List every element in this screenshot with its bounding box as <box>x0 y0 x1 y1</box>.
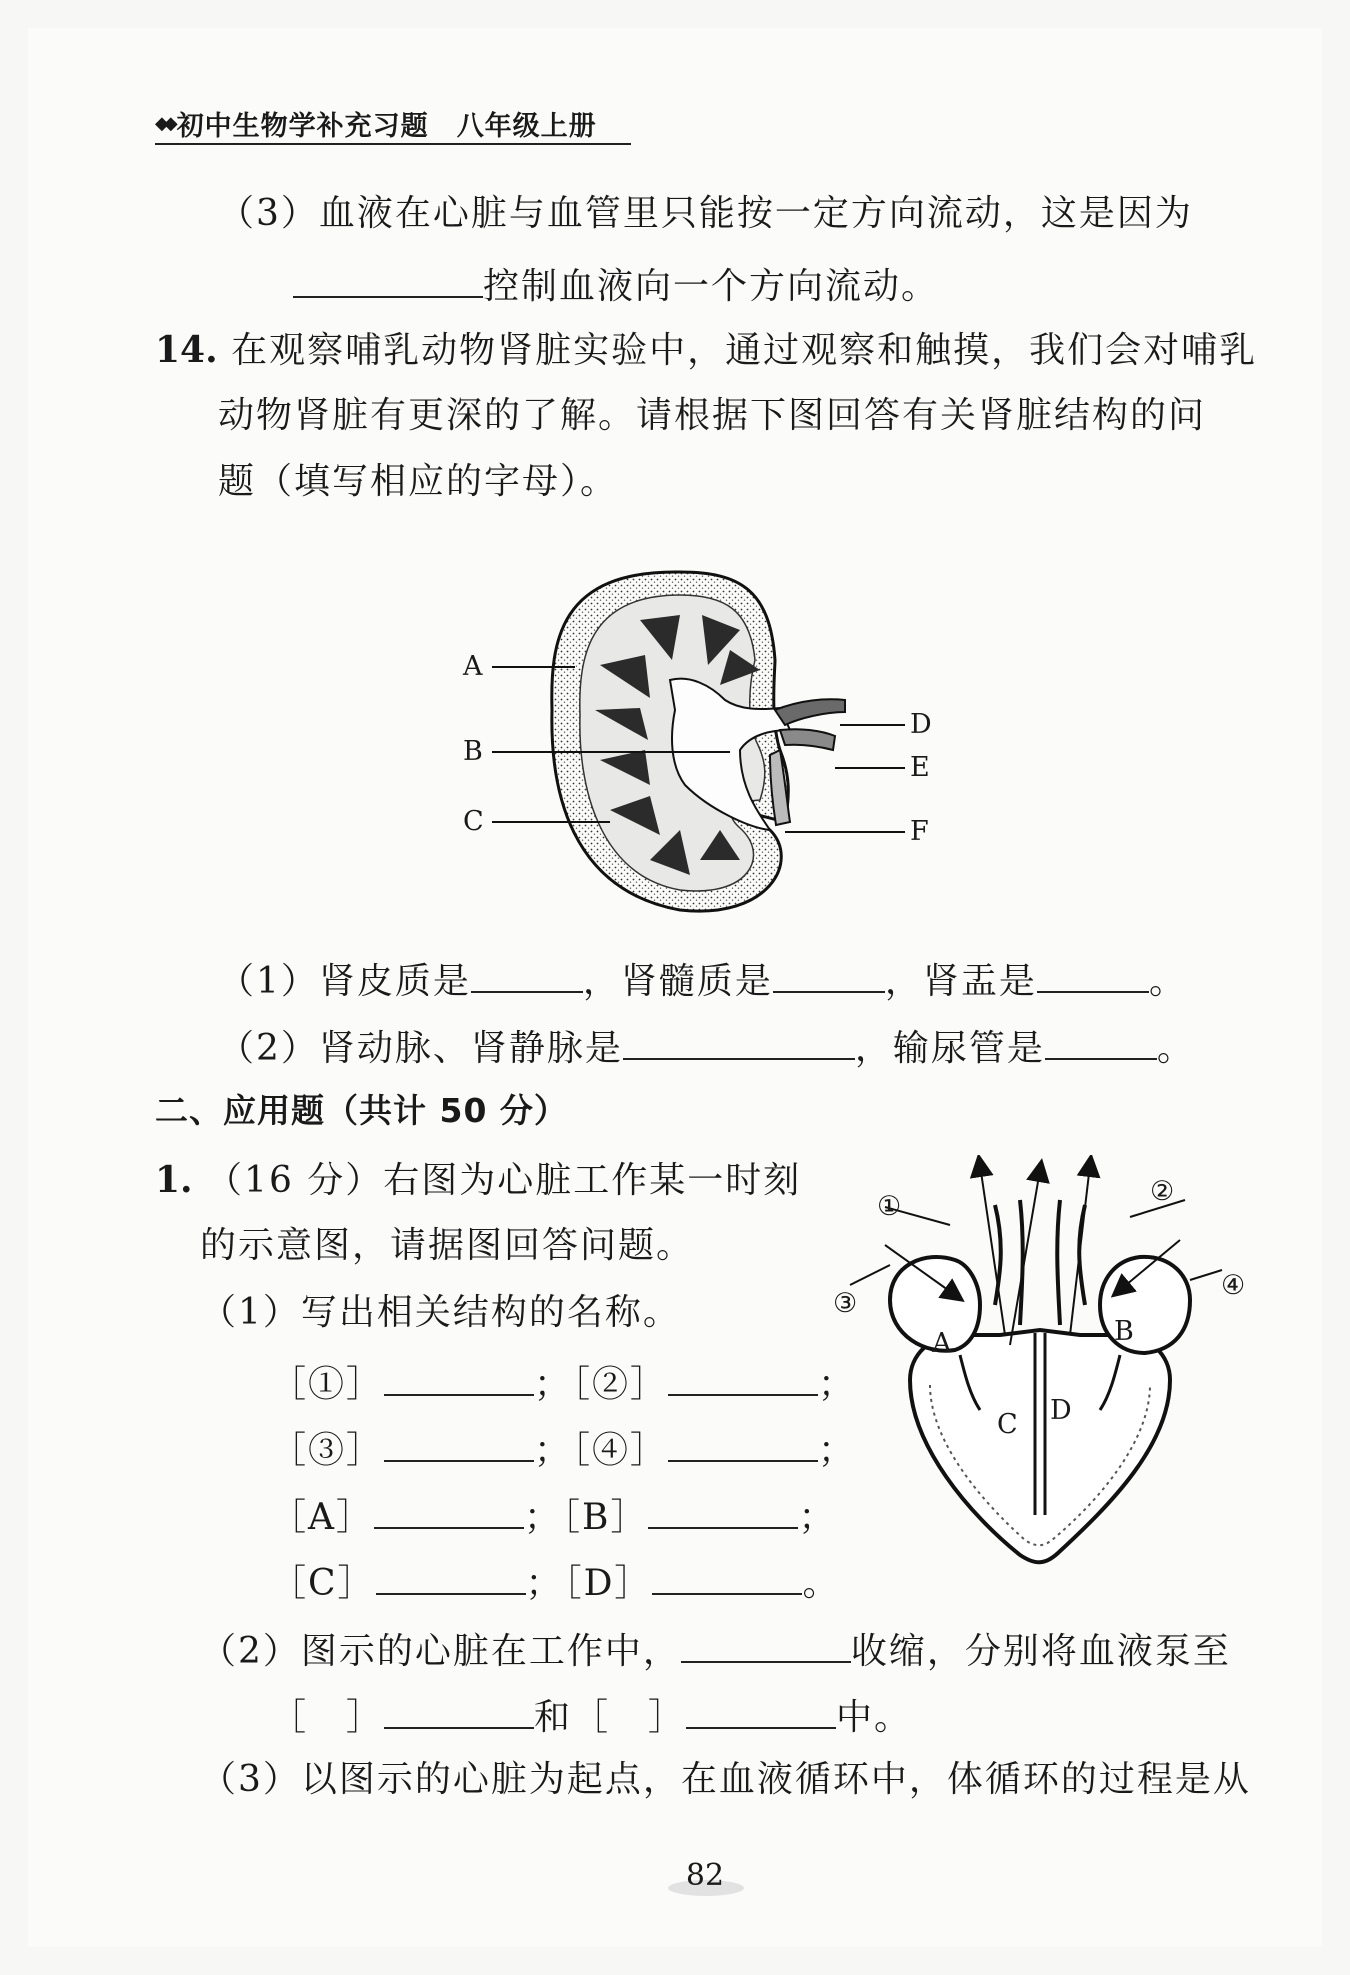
q14-line3: 题（填写相应的字母）。 <box>218 461 619 502</box>
q14-part1-mid2: ，肾盂是 <box>884 961 1037 1002</box>
q1-part1-title: （1）写出相关结构的名称。 <box>200 1292 681 1333</box>
kidney-label-e: E <box>910 752 930 783</box>
label-a: ［A］ <box>270 1497 374 1538</box>
q13-part3-suffix: 控制血液向一个方向流动。 <box>483 266 940 307</box>
q1-row-1 <box>270 1358 856 1407</box>
q1-line2: 的示意图，请据图回答问题。 <box>200 1225 695 1266</box>
label-2: ［②］ <box>572 1364 669 1405</box>
row-end: ； <box>818 1430 857 1471</box>
q1-part2-line1 <box>200 1625 1231 1674</box>
book-title: 初中生物学补充习题 <box>176 111 429 142</box>
q14-part2-prefix: （2）肾动脉、肾静脉是 <box>218 1028 623 1069</box>
bracket-blank-2[interactable]: ［ ］ <box>572 1697 687 1738</box>
answer-blank[interactable] <box>384 1691 534 1729</box>
answer-blank[interactable] <box>668 1358 818 1396</box>
q14-text1: 在观察哺乳动物肾脏实验中，通过观察和触摸，我们会对哺乳 <box>231 330 1258 371</box>
row-end: ； <box>818 1364 857 1405</box>
label-b: ［B］ <box>562 1497 649 1538</box>
q1-line1 <box>155 1158 801 1203</box>
answer-blank[interactable] <box>293 260 483 298</box>
q14-part2-end: 。 <box>1156 1028 1195 1069</box>
heart-label-2: ② <box>1150 1176 1175 1207</box>
answer-blank[interactable] <box>1045 1022 1157 1060</box>
q13-part3-line2 <box>293 260 939 309</box>
row-end: ； <box>798 1497 837 1538</box>
separator: ； <box>534 1364 573 1405</box>
label-d: ［D］ <box>563 1563 653 1604</box>
answer-blank[interactable] <box>773 955 885 993</box>
kidney-label-a: A <box>463 651 483 682</box>
heart-label-3: ③ <box>833 1288 858 1319</box>
answer-blank[interactable] <box>652 1557 802 1595</box>
row-end: 。 <box>802 1563 841 1604</box>
grade-label: 八年级上册 <box>456 111 597 142</box>
answer-blank[interactable] <box>1037 955 1149 993</box>
q1-row-3 <box>270 1491 837 1540</box>
answer-blank[interactable] <box>681 1625 851 1663</box>
heart-label-a: A <box>932 1328 952 1359</box>
q1-part2-mid: 收缩，分别将血液泵至 <box>850 1631 1231 1672</box>
heart-label-c: C <box>997 1409 1018 1440</box>
label-3: ［③］ <box>270 1430 385 1471</box>
q1-part2-line2 <box>270 1691 912 1740</box>
q14-part1 <box>218 955 1187 1004</box>
question-number: 1. <box>155 1159 193 1201</box>
label-c: ［C］ <box>270 1563 376 1604</box>
q14-part1-end: 。 <box>1148 961 1187 1002</box>
running-header <box>155 104 597 143</box>
diamond-icon: ◆◆ <box>155 113 173 134</box>
q14-part2 <box>218 1022 1195 1071</box>
kidney-label-d: D <box>910 709 932 740</box>
question-number: 14. <box>155 329 218 371</box>
answer-blank[interactable] <box>376 1557 526 1595</box>
answer-blank[interactable] <box>668 1424 818 1462</box>
label-1: ［①］ <box>270 1364 385 1405</box>
page-number: 82 <box>685 1858 725 1893</box>
q13-part3-line1: （3）血液在心脏与血管里只能按一定方向流动，这是因为 <box>218 193 1193 234</box>
q1-row-2 <box>270 1424 856 1473</box>
answer-blank[interactable] <box>471 955 583 993</box>
heart-label-1: ① <box>877 1191 902 1222</box>
q14-line1 <box>155 328 1257 373</box>
answer-blank[interactable] <box>384 1424 534 1462</box>
answer-blank[interactable] <box>374 1491 524 1529</box>
separator: ； <box>524 1497 563 1538</box>
q1-part3: （3）以图示的心脏为起点，在血液循环中，体循环的过程是从 <box>200 1759 1251 1800</box>
q1-part2-and: 和 <box>534 1697 573 1738</box>
answer-blank[interactable] <box>648 1491 798 1529</box>
heart-label-d: D <box>1050 1395 1072 1426</box>
kidney-label-b: B <box>463 736 483 767</box>
answer-blank[interactable] <box>384 1358 534 1396</box>
separator: ； <box>525 1563 564 1604</box>
heart-label-4: ④ <box>1221 1270 1246 1301</box>
heart-label-b: B <box>1114 1316 1134 1347</box>
kidney-diagram <box>440 560 960 930</box>
q14-part1-mid1: ，肾髓质是 <box>582 961 773 1002</box>
answer-blank[interactable] <box>623 1022 855 1060</box>
label-4: ［④］ <box>572 1430 669 1471</box>
separator: ； <box>534 1430 573 1471</box>
section-title: 二、应用题（共计 50 分） <box>155 1091 568 1130</box>
answer-blank[interactable] <box>686 1691 836 1729</box>
kidney-label-c: C <box>463 806 484 837</box>
q1-text1: （16 分）右图为心脏工作某一时刻 <box>206 1160 802 1201</box>
header-rule <box>155 143 631 145</box>
q1-row-4 <box>270 1557 840 1606</box>
kidney-label-f: F <box>910 816 929 847</box>
q14-line2: 动物肾脏有更深的了解。请根据下图回答有关肾脏结构的问 <box>218 395 1207 436</box>
q1-part2-prefix: （2）图示的心脏在工作中， <box>200 1631 681 1672</box>
q14-part1-prefix: （1）肾皮质是 <box>218 961 471 1002</box>
q1-part2-end: 中。 <box>836 1697 913 1738</box>
q14-part2-mid1: ，输尿管是 <box>854 1028 1045 1069</box>
bracket-blank-1[interactable]: ［ ］ <box>270 1697 385 1738</box>
